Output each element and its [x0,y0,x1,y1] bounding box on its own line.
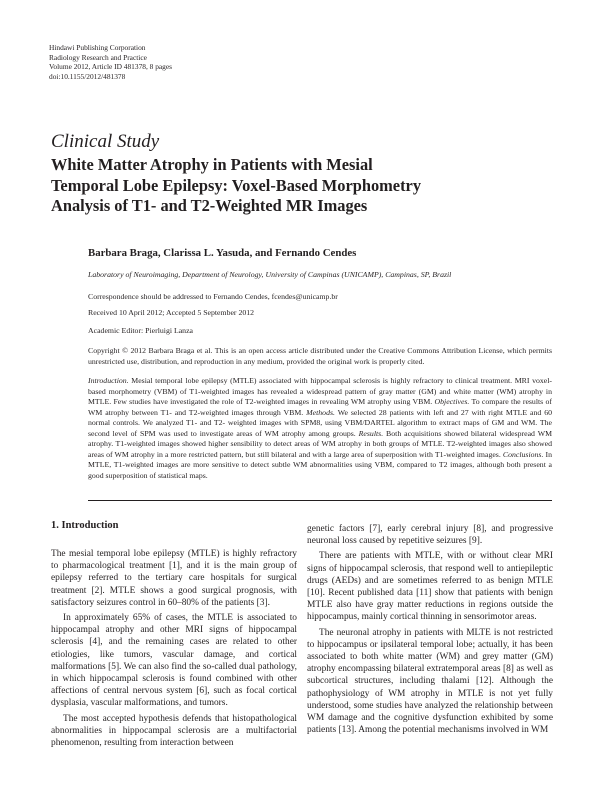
author-list: Barbara Braga, Clarissa L. Yasuda, and Fernando Cendes [88,247,357,259]
abstract-results-label: Results. [358,428,384,438]
academic-editor: Academic Editor: Pierluigi Lanza [88,326,194,335]
journal-header [49,43,172,81]
abstract-objectives-label: Objectives. [434,397,470,406]
article-type: Clinical Study [51,131,160,152]
doi-line: doi:10.1155/2012/481378 [49,71,126,81]
body-paragraph: The neuronal atrophy in patients with MLTE is not restricted to hippocampus or ipsilateral temporal lobe; actually, it has been associated to both white matter (WM) and grey matter (GM) atrophy encompassing bilateral extratemporal areas [8] as well as subcortical structures, including thalami [12]. Although the pathophysiology of WM atrophy in MTLE is not yet fully understood, some studies have analyzed the relationship between WM damage and the cognitive dysfunction exhibited by some patients [13]. Among the potential mechanisms involved in WM [307,627,553,736]
abstract-methods: We selected 28 patients with left and 27 with right MTLE and 60 normal controls. We analyzed T1- and T2- weighted images with SPM8, using VBM/DARTEL algorithm to extract maps of GM and WM. The second level of SPM was used to investigate areas of WM atrophy among groups. [88,407,553,438]
publisher-line: Hindawi Publishing Corporation [49,43,146,52]
title-line: Analysis of T1- and T2-Weighted MR Images [51,196,368,215]
body-paragraph: There are patients with MTLE, with or without clear MRI signs of hippocampal sclerosis, that respond well to antiepileptic drugs (AEDs) and are sometimes referred to as benign MTLE [10]. Recent published data [11] show that patients with benign MTLE also have gray matter reductions in regions outside the hippocampus, mainly cortical thinning in sensorimotor areas. [307,551,553,623]
affiliation: Laboratory of Neuroimaging, Department of Neurology, University of Campinas (UNICAMP), Campinas, SP, Brazil [88,270,452,279]
section-divider [88,500,552,501]
abstract-intro-label: Introduction. [88,376,129,385]
abstract-conclusions-label: Conclusions. [502,449,544,459]
abstract-results: Both acquisitions showed bilateral widespread WM atrophy. T1-weighted images showed higher sensibility to detect areas of WM atrophy in both groups of MTLE. T2-weighted images also showed areas of WM atrophy in a more restricted pattern, but still bilateral and with a large area of superposition with T1-weighted images. [88,428,552,459]
body-paragraph: In approximately 65% of cases, the MTLE is associated to hippocampal atrophy and other MRI signs of hippocampal sclerosis [4], and the remaining cases are related to other etiologies, like tumors, vascular damage, and cortical malformations [5]. We can also find the so-called dual pathology, in which hippocampal sclerosis is found combined with other affections of central nervous system [6], such as focal cortical dysplasia, vascular malformations, and tumors. [51,613,297,709]
abstract-conclusions: In MTLE, T1-weighted images are more sensitive to detect subtle WM abnormalities using VBM, compared to T2 images, although both present a good superposition of statistical maps. [88,449,552,480]
article-title [51,155,422,217]
section-heading: 1. Introduction [51,520,119,531]
copyright-notice: Copyright © 2012 Barbara Braga et al. This is an open access article distributed under the Creative Commons Attribution License, which permits unrestricted use, distribution, and reproduction in any medium, provided the original work is properly cited. [88,346,552,366]
body-column-right [307,523,553,736]
title-line: White Matter Atrophy in Patients with Mesial [51,155,373,174]
correspondence: Correspondence should be addressed to Fernando Cendes, fcendes@unicamp.br [88,292,338,301]
body-column-left [51,548,297,749]
volume-line: Volume 2012, Article ID 481378, 8 pages [49,62,173,72]
abstract-methods-label: Methods. [306,407,335,417]
received-accepted-dates: Received 10 April 2012; Accepted 5 September 2012 [88,308,255,317]
abstract-objectives: To compare the results of WM atrophy between T1- and T2-weighted images through VBM. [88,397,552,417]
body-paragraph: The most accepted hypothesis defends that histopathological abnormalities in hippocampal sclerosis are a multifactorial phenomenon, resulting from interaction between [51,713,297,749]
title-line: Temporal Lobe Epilepsy: Voxel-Based Morphometry [51,175,422,195]
abstract [88,376,552,481]
journal-name: Radiology Research and Practice [49,52,147,62]
body-paragraph: genetic factors [7], early cerebral injury [8], and progressive neuronal loss caused by repetitive seizures [9]. [307,524,553,547]
abstract-intro: Mesial temporal lobe epilepsy (MTLE) associated with hippocampal sclerosis is highly refractory to clinical treatment. MRI voxel-based morphometry (VBM) of T1-weighted images has revealed a widespread pattern of gray matter (GM) and white matter (WM) atrophy in MTLE. Few studies have investigated the role of T2-weighted images in revealing WM atrophy using VBM. [88,376,552,406]
body-paragraph: The mesial temporal lobe epilepsy (MTLE) is highly refractory to pharmacological treatment [1], and it is the main group of epilepsy referred to the tertiary care hospitals for surgical treatment [2]. MTLE shows a good surgical prognosis, with satisfactory seizures control in 60–80% of the patients [3]. [51,549,297,608]
